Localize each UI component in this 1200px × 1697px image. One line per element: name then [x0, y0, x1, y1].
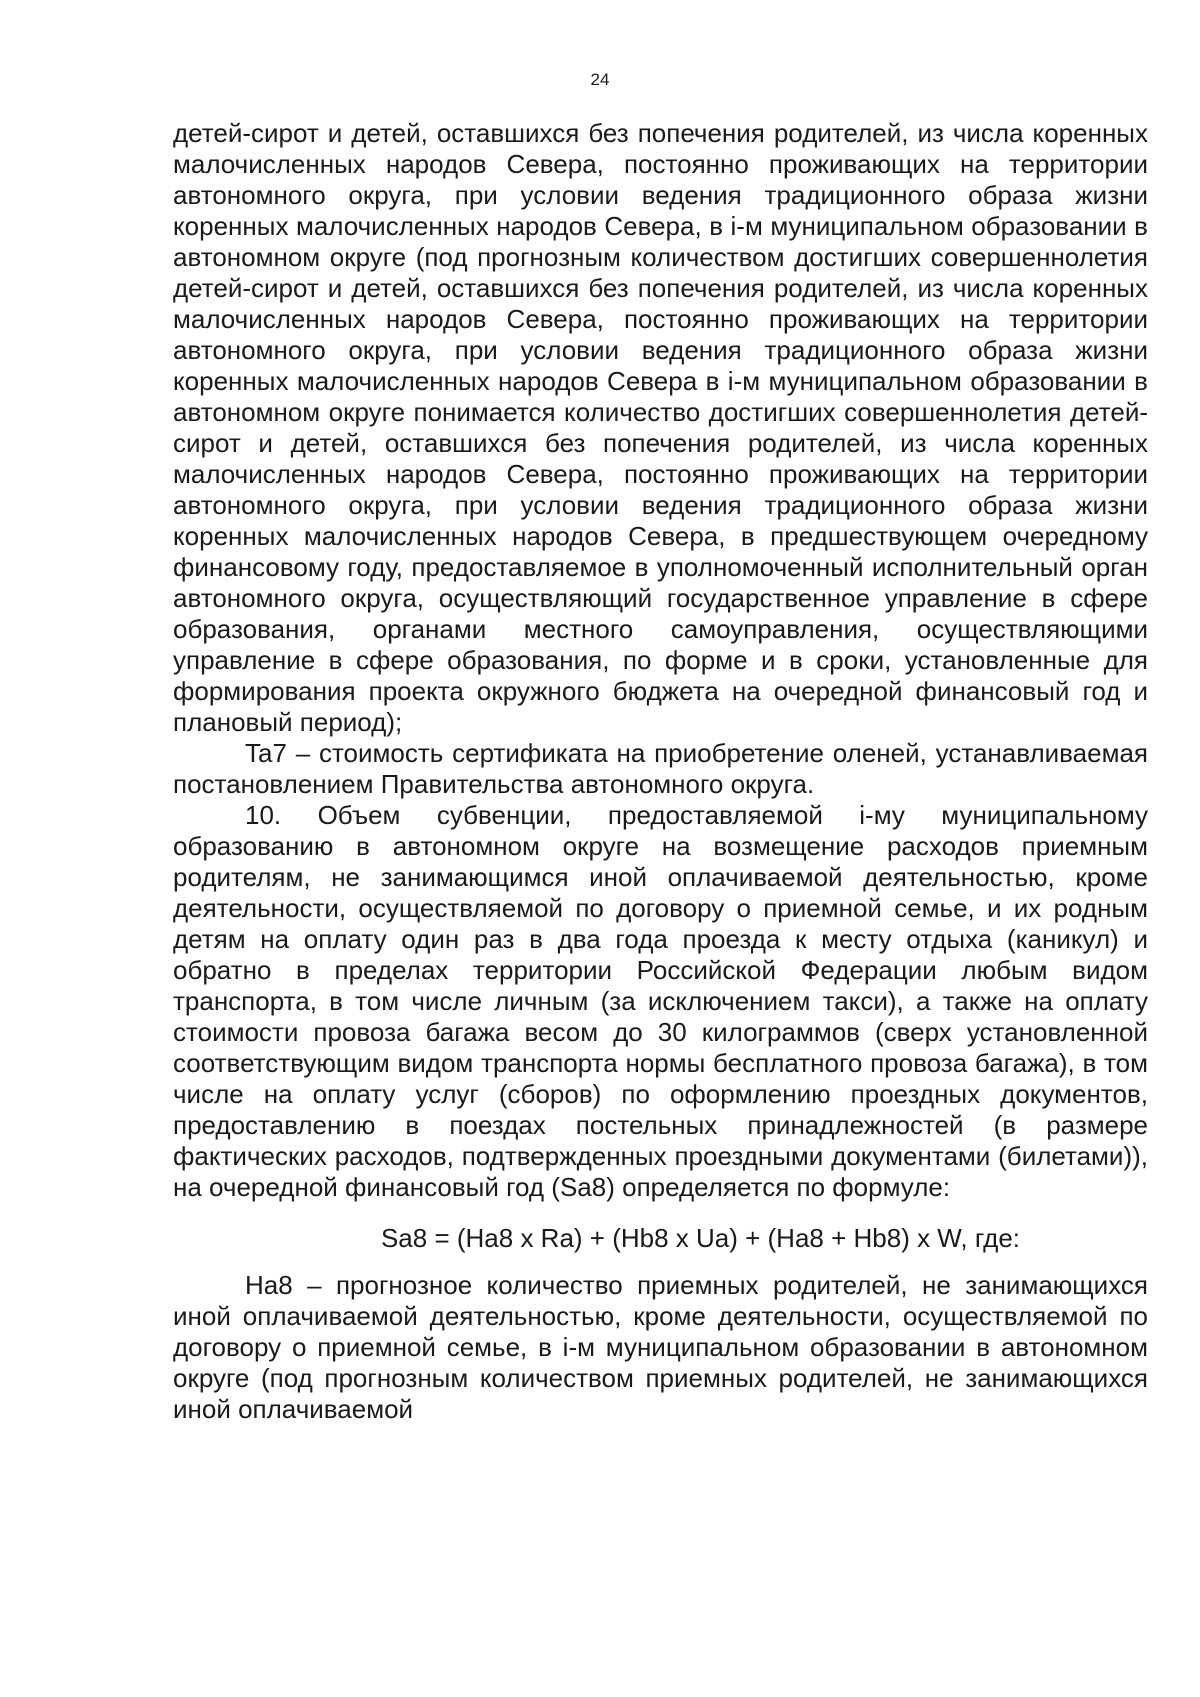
paragraph-subvention-item-10: 10. Объем субвенции, предоставляемой i-му муниципальному образованию в автономном округе на возмещение расходов приемным родителям, не занимающимся иной оплачиваемой деятельностью, кроме деятельности, осуществляемой по договору о приемной семье, и их родным детям на оплату один раз в два года проезда к месту отдыха (каникул) и обратно в пределах территории Российской Федерации любым видом транспорта, в том числе личным (за исключением такси), а также на оплату стоимости провоза багажа весом до 30 килограммов (сверх установленной соответствующим видом транспорта нормы бесплатного провоза багажа), в том числе на оплату услуг (сборов) по оформлению проездных документов, предоставлению в поездах постельных принадлежностей (в размере фактических расходов, подтвержденных проездными документами (билетами)), на очередной финансовый год (Sa8) определяется по формуле: — [173, 800, 1148, 1202]
paragraph-ha8-definition: Ha8 – прогнозное количество приемных родителей, не занимающихся иной оплачиваемой деятельностью, кроме деятельности, осуществляемой по договору о приемной семье, в i-м муниципальном образовании в автономном округе (под прогнозным количеством приемных родителей, не занимающихся иной оплачиваемой — [173, 1270, 1148, 1424]
page-number: 24 — [590, 70, 610, 89]
formula-sa8: Sa8 = (Ha8 x Ra) + (Hb8 x Ua) + (Ha8 + Hb8) x W, где: — [380, 1223, 1021, 1253]
paragraph-orphans-count-definition: детей-сирот и детей, оставшихся без попечения родителей, из числа коренных малочисленных народов Севера, постоянно проживающих на территории автономного округа, при условии ведения традиционного образа жизни коренных малочисленных народов Севера, в i-м муниципальном образовании в автономном округе (под прогнозным количеством достигших совершеннолетия детей-сирот и детей, оставшихся без попечения родителей, из числа коренных малочисленных народов Севера, постоянно проживающих на территории автономного округа, при условии ведения традиционного образа жизни коренных малочисленных народов Севера в i-м муниципальном образовании в автономном округе понимается количество достигших совершеннолетия детей-сирот и детей, оставшихся без попечения родителей, из числа коренных малочисленных народов Севера, постоянно проживающих на территории автономного округа, при условии ведения традиционного образа жизни коренных малочисленных народов Севера, в предшествующем очередному финансовому году, предоставляемое в уполномоченный исполнительный орган автономного округа, осуществляющий государственное управление в сфере образования, органами местного самоуправления, осуществляющими управление в сфере образования, по форме и в сроки, установленные для формирования проекта окружного бюджета на очередной финансовый год и плановый период); — [173, 118, 1148, 737]
document-body — [173, 118, 1148, 1425]
paragraph-ta7-definition: Ta7 – стоимость сертификата на приобретение оленей, устанавливаемая постановлением Правительства автономного округа. — [173, 738, 1148, 799]
